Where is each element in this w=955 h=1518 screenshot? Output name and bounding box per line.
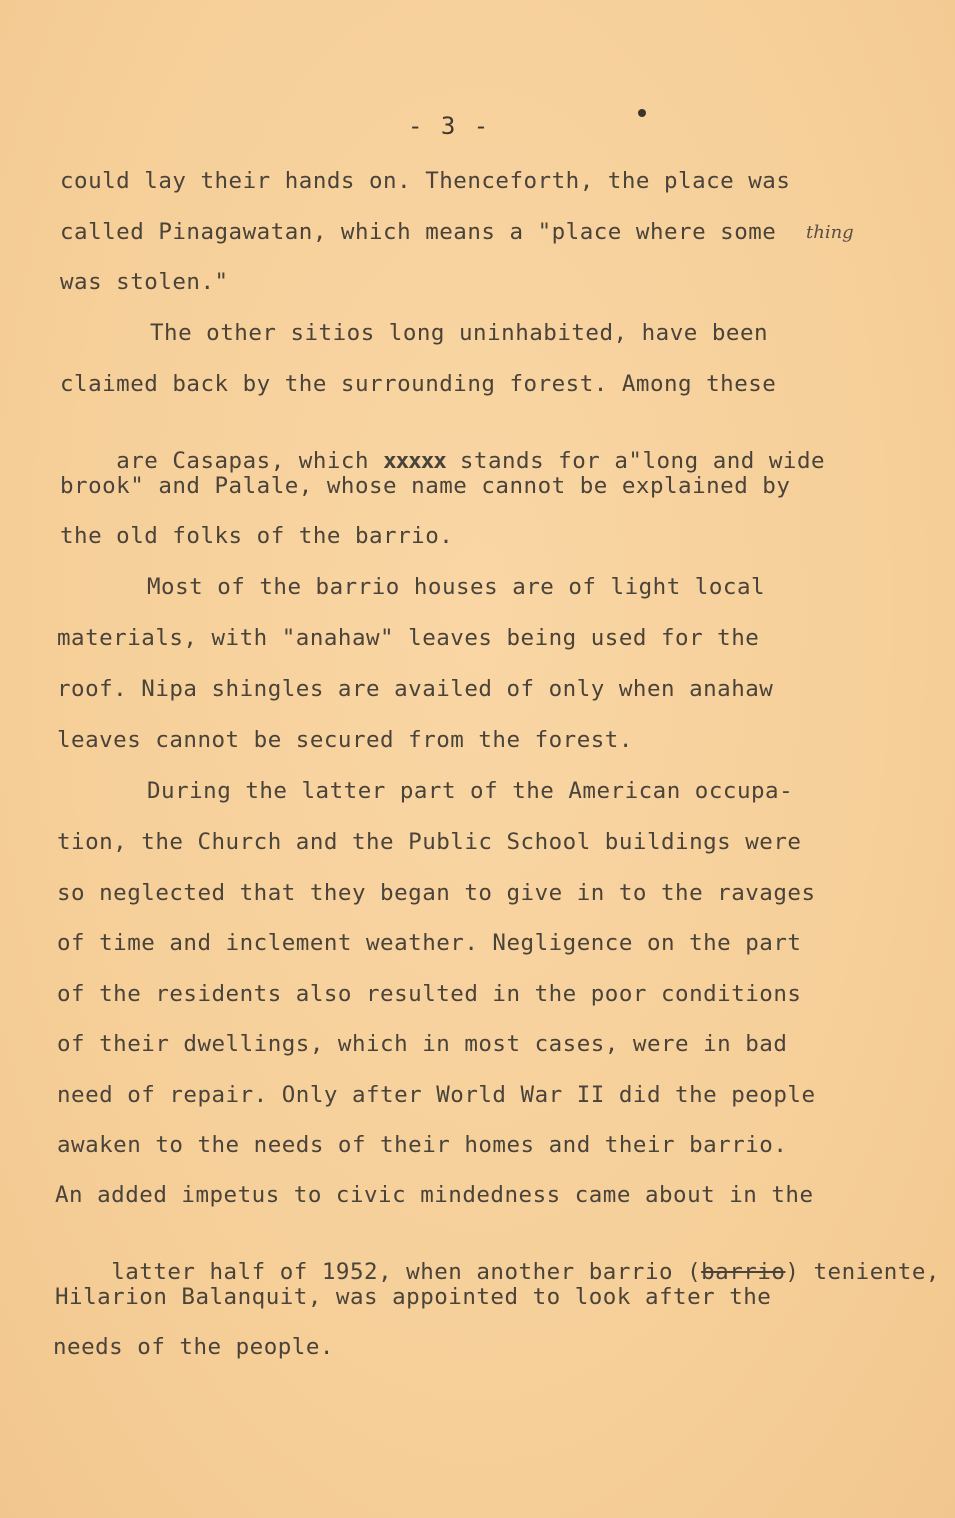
text-line: brook" and Palale, whose name cannot be explained by <box>60 473 791 499</box>
text-segment: stands for a"long and wide <box>445 448 826 474</box>
text-segment: latter half of 1952, when another barrio <box>111 1259 688 1285</box>
text-line: the old folks of the barrio. <box>60 523 454 549</box>
text-line: materials, with "anahaw" leaves being used for the <box>57 625 760 651</box>
text-line: roof. Nipa shingles are availed of only when anahaw <box>57 676 774 702</box>
handwritten-insert: thing <box>806 222 854 243</box>
paren-open: ( <box>687 1259 702 1285</box>
page-number: - 3 - <box>408 112 491 140</box>
text-line: could lay their hands on. Thenceforth, the place was <box>60 168 791 194</box>
text-line: of time and inclement weather. Negligence on the part <box>57 930 802 956</box>
ink-dot <box>638 109 646 117</box>
text-line: tion, the Church and the Public School buildings were <box>57 829 802 855</box>
text-segment: are Casapas, which <box>116 448 370 474</box>
text-line: was stolen." <box>60 269 229 295</box>
text-segment: teniente, <box>799 1259 940 1285</box>
text-line: so neglected that they began to give in to the ravages <box>57 880 816 906</box>
text-line: Hilarion Balanquit, was appointed to look after the <box>55 1284 772 1310</box>
struck-out-word: xxxxx <box>383 448 446 474</box>
text-line: needs of the people. <box>53 1334 334 1360</box>
text-line: An added impetus to civic mindedness came about in the <box>55 1182 814 1208</box>
text-line: The other sitios long uninhabited, have been <box>150 320 769 346</box>
text-line: awaken to the needs of their homes and their barrio. <box>57 1132 788 1158</box>
text-line: need of repair. Only after World War II did the people <box>57 1082 816 1108</box>
struck-out-word: barrio <box>701 1259 786 1285</box>
text-line: During the latter part of the American occupa- <box>147 778 794 804</box>
text-line: called Pinagawatan, which means a "place where some <box>60 219 777 245</box>
text-line: leaves cannot be secured from the forest. <box>57 727 633 753</box>
text-line: of their dwellings, which in most cases, were in bad <box>57 1031 788 1057</box>
text-line: claimed back by the surrounding forest. Among these <box>60 371 777 397</box>
text-line: Most of the barrio houses are of light local <box>147 574 766 600</box>
text-line: of the residents also resulted in the poor conditions <box>57 981 802 1007</box>
paren-close: ) <box>785 1259 800 1285</box>
